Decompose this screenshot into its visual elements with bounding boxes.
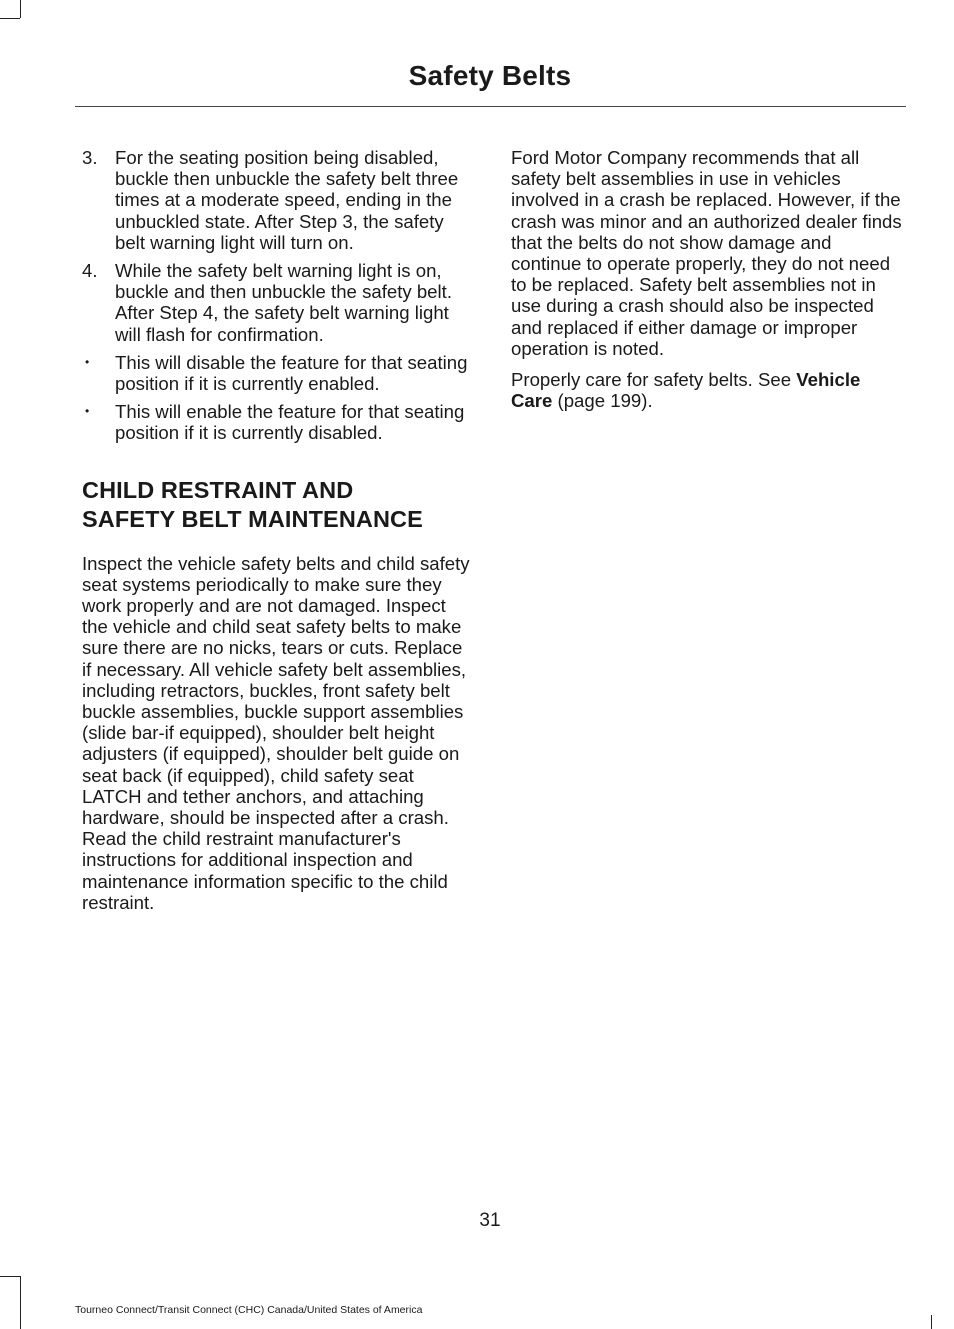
care-paragraph [511,369,903,411]
section-heading [82,476,472,534]
item-number: 3. [82,147,98,168]
item-text: For the seating position being disabled, buckle then unbuckle the safety belt three times at a moderate speed, ending in the unbuckled state. After Step 3, the safety belt warning light will turn on. [115,147,459,253]
care-text: Properly care for safety belts. See [511,369,797,391]
replacement-paragraph: Ford Motor Company recommends that all safety belt assemblies in use in vehicles involved in a crash be replaced. However, if the crash was minor and an authorized dealer finds that the belts do not show damage and continue to operate properly, they do not need to be replaced. Safety belt assemblies not in use during a crash should also be inspected and replaced if either damage or improper operation is noted. [511,147,902,359]
numbered-item [82,147,472,253]
left-column [82,147,472,923]
care-page-reference: (page 199). [552,390,653,412]
right-column [511,147,903,421]
item-text: While the safety belt warning light is on, buckle and then unbuckle the safety belt. After Step 4, the safety belt warning light will flash for confirmation. [115,260,452,345]
header-divider [75,106,906,107]
page-title: Safety Belts [408,60,572,91]
crop-mark-bottom-right-vertical [931,1315,932,1329]
bullet-icon: • [85,354,90,369]
bullet-icon: • [85,404,90,419]
numbered-item [82,260,472,345]
item-text: This will enable the feature for that seating position if it is currently disabled. [115,401,465,444]
crop-mark-bottom-left-vertical [20,1276,21,1329]
crop-mark-top-left-horizontal [0,18,20,19]
footer-text: Tourneo Connect/Transit Connect (CHC) Canada/United States of America [75,1304,423,1316]
maintenance-paragraph: Inspect the vehicle safety belts and child safety seat systems periodically to make sure they work properly and are not damaged. Inspect the vehicle and child seat safety belts to make sure there are no nicks, tears or cuts. Replace if necessary. All vehicle safety belt assemblies, including retractors, buckles, front safety belt buckle assemblies, buckle support assemblies (slide bar-if equipped), shoulder belt height adjusters (if equipped), shoulder belt guide on seat back (if equipped), child safety seat LATCH and tether anchors, and attaching hardware, should be inspected after a crash. Read the child restraint manufacturer's instructions for additional inspection and maintenance information specific to the child restraint. [82,552,470,913]
section-heading-line: CHILD RESTRAINT AND [82,476,354,503]
section-heading-line: SAFETY BELT MAINTENANCE [82,505,423,532]
page-number: 31 [479,1210,501,1231]
crop-mark-top-left-vertical [20,0,21,18]
bullet-item [82,401,472,443]
vehicle-care-link[interactable]: Vehicle Care [511,369,861,412]
item-number: 4. [82,260,98,282]
item-text: This will disable the feature for that seating position if it is currently enabled. [115,351,468,395]
bullet-item [82,352,472,394]
crop-mark-bottom-left-horizontal [0,1276,20,1277]
